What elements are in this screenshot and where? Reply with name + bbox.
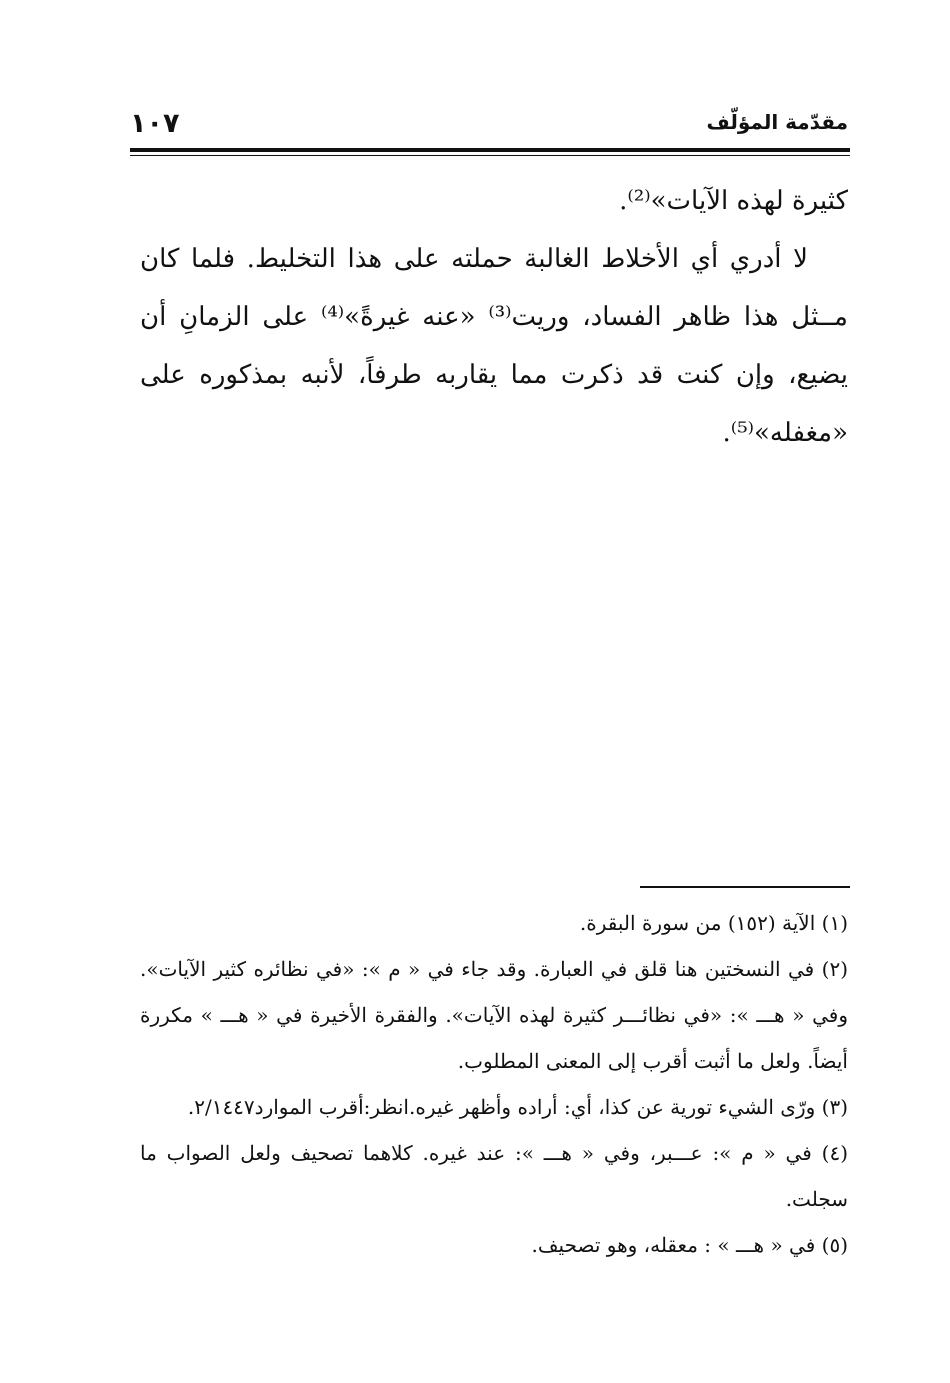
footnote-3: (٣) ورّى الشيء تورية عن كذا، أي: أراده وأظهر غيره.انظر:أقرب الموارد٢/١٤٤٧.	[187, 1095, 848, 1119]
body-paragraph: لا أدري أي الأخلاط الغالبة حملته على هذا التخليط. فلما كان مــثل هذا ظاهر الفساد، وريت⁽³⁾ «عنه غيرةً»⁽⁴⁾ على الزمانِ أن يضيع، وإن كنت قد ذكرت مما يقاربه طرفاً، لأنبه بمذكوره على «مغفله»⁽⁵⁾.	[140, 244, 848, 448]
footnote-5: (٥) في « هـــ » : معقله، وهو تصحيف.	[531, 1233, 848, 1257]
header-rule-thin	[130, 155, 850, 156]
body-paragraph: كثيرة لهذه الآيات»⁽²⁾.	[619, 186, 848, 216]
footnote-2: (٢) في النسختين هنا قلق في العبارة. وقد جاء في « م »: «في نظائره كثير الآيات». وفي « هـــ »: «في نظائـــر كثيرة لهذه الآيات». والفقرة الأخيرة في « هـــ » مكررة أيضاً. ولعل ما أثبت أقرب إلى المعنى المطلوب.	[140, 957, 848, 1073]
footnote-4: (٤) في « م »: عـــبر، وفي « هـــ »: عند غيره. كلاهما تصحيف ولعل الصواب ما سجلت.	[140, 1141, 848, 1211]
header-rule-thick	[130, 148, 850, 152]
body-text	[140, 172, 848, 462]
page-header	[130, 108, 850, 148]
footnote-1: (١) الآية (١٥٢) من سورة البقرة.	[579, 911, 848, 935]
footnotes	[140, 900, 848, 1268]
footnote-separator	[640, 886, 850, 888]
page-number: ١٠٧	[130, 108, 180, 139]
running-title: مقدّمة المؤلّف	[706, 110, 848, 134]
